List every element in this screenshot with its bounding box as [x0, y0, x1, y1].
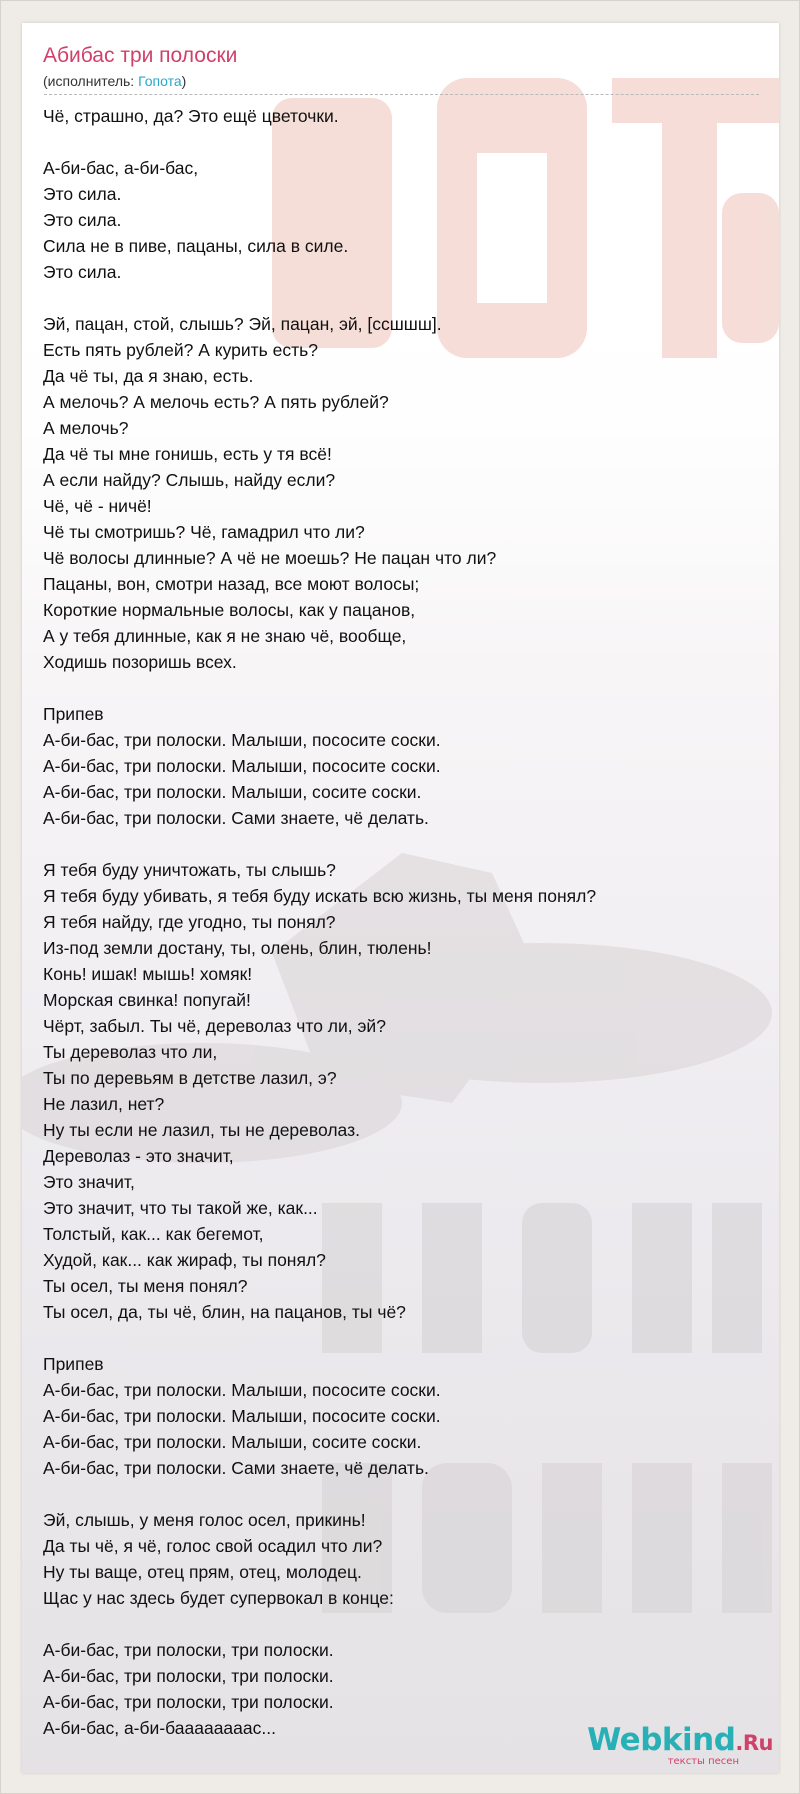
performer-suffix: ) [181, 73, 187, 89]
performer-link[interactable]: Гопота [138, 73, 182, 89]
lyrics-card [22, 23, 779, 1773]
performer-line [43, 72, 759, 90]
lyrics-content [22, 23, 779, 1741]
site-logo[interactable] [573, 1723, 773, 1767]
logo-suffix: .Ru [735, 1731, 773, 1755]
logo-name: Webkind [587, 1722, 736, 1758]
performer-prefix: (исполнитель: [43, 73, 139, 89]
song-title: Абибас три полоски [43, 44, 238, 67]
title-divider [44, 94, 759, 95]
song-lyrics: Чё, страшно, да? Это ещё цветочки. А-би-бас, а-би-бас, Это сила. Это сила. Сила не в пиве, пацаны, сила в силе. Это сила. Эй, пацан, стой, слышь? Эй, пацан, эй, [ссшшш]. Есть пять рублей? А курить есть? Да чё ты, да я знаю, есть. А мелочь? А мелочь есть? А пять рублей? А мелочь? Да чё ты мне гонишь, есть у тя всё! А если найду? Слышь, найду если? Чё, чё - ничё! Чё ты смотришь? Чё, гамадрил что ли? Чё волосы длинные? А чё не моешь? Не пацан что ли? Пацаны, вон, смотри назад, все моют волосы; Короткие нормальные волосы, как у пацанов, А у тебя длинные, как я не знаю чё, вообще, Ходишь позоришь всех. Припев А-би-бас, три полоски. Малыши, пососите соски. А-би-бас, три полоски. Малыши, пососите соски. А-би-бас, три полоски. Малыши, сосите соски. А-би-бас, три полоски. Сами знаете, чё делать. Я тебя буду уничтожать, ты слышь? Я тебя буду убивать, я тебя буду искать всю жизнь, ты меня понял? Я тебя найду, где угодно, ты понял? Из-под земли достану, ты, олень, блин, тюлень! Конь! ишак! мышь! хомяк! Морская свинка! попугай! Чёрт, забыл. Ты чё, дереволаз что ли, эй? Ты дереволаз что ли, Ты по деревьям в детстве лазил, э? Не лазил, нет? Ну ты если не лазил, ты не дереволаз. Дереволаз - это значит, Это значит, Это значит, что ты такой же, как... Толстый, как... как бегемот, Худой, как... как жираф, ты понял? Ты осел, ты меня понял? Ты осел, да, ты чё, блин, на пацанов, ты чё? Припев А-би-бас, три полоски. Малыши, пососите соски. А-би-бас, три полоски. Малыши, пососите соски. А-би-бас, три полоски. Малыши, сосите соски. А-би-бас, три полоски. Сами знаете, чё делать. Эй, слышь, у меня голос осел, прикинь! Да ты чё, я чё, голос свой осадил что ли? Ну ты ваще, отец прям, отец, молодец. Щас у нас здесь будет супервокал в конце: А-би-бас, три полоски, три полоски. А-би-бас, три полоски, три полоски. А-би-бас, три полоски, три полоски. А-би-бас, а-би-баааааааас... [43, 106, 597, 1738]
logo-tagline: тексты песен [667, 1756, 739, 1767]
